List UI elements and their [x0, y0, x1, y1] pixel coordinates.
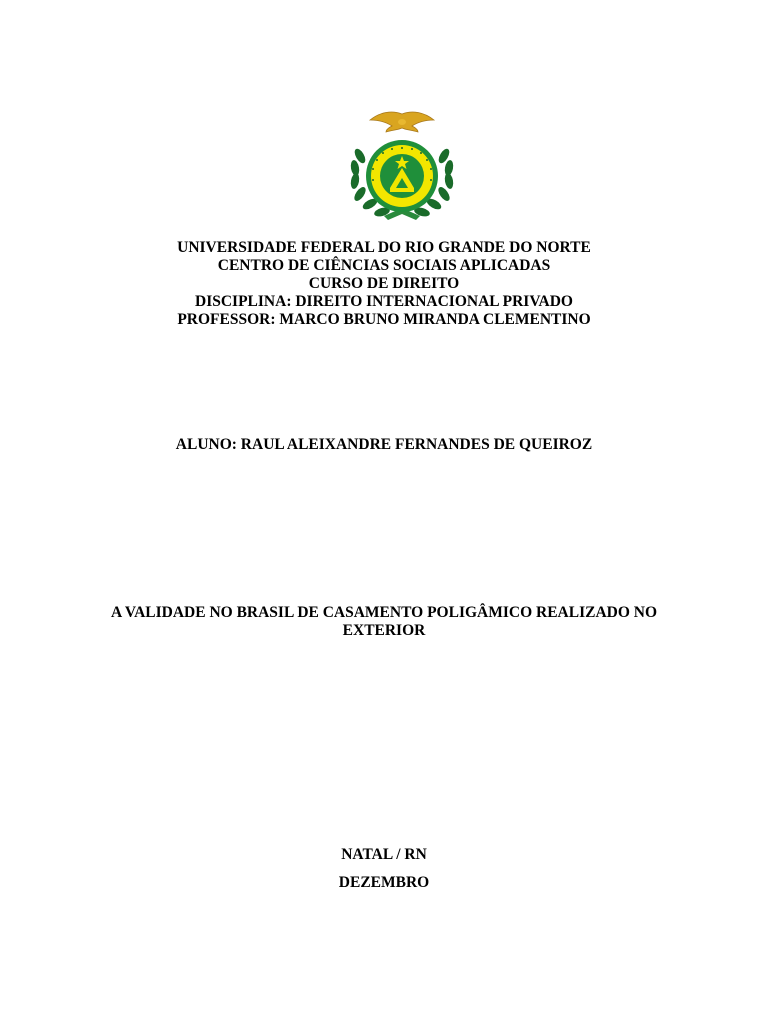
place: NATAL / RN	[341, 846, 427, 863]
eagle-icon	[370, 112, 434, 132]
work-title-line-2: EXTERIOR	[342, 622, 426, 639]
institution-line-university: UNIVERSIDADE FEDERAL DO RIO GRANDE DO NORTE	[177, 239, 591, 256]
institution-line-course: CURSO DE DIREITO	[308, 275, 460, 292]
date: DEZEMBRO	[338, 874, 430, 891]
university-seal-icon	[340, 108, 464, 228]
institution-header	[0, 239, 768, 329]
work-title	[0, 604, 768, 640]
work-title-line-1: A VALIDADE NO BRASIL DE CASAMENTO POLIGÂMICO REALIZADO NO	[110, 604, 658, 621]
student-name: ALUNO: RAUL ALEIXANDRE FERNANDES DE QUEIROZ	[175, 436, 593, 453]
institution-line-professor: PROFESSOR: MARCO BRUNO MIRANDA CLEMENTINO	[177, 311, 591, 328]
university-seal	[340, 108, 464, 228]
institution-line-discipline: DISCIPLINA: DIREITO INTERNACIONAL PRIVADO	[195, 293, 573, 310]
institution-line-center: CENTRO DE CIÊNCIAS SOCIAIS APLICADAS	[217, 257, 551, 274]
